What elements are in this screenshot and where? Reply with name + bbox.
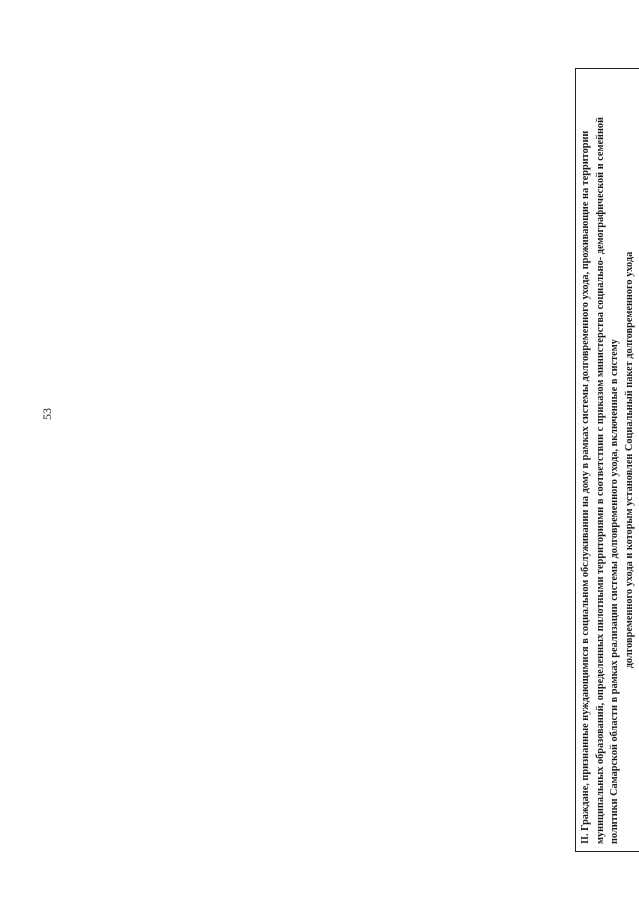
rotated-document-sheet — [575, 68, 639, 852]
page-number: 53 — [40, 408, 54, 420]
section-2-line3: демографической и семейной политики Самарской области в рамках реализации системы долговременного ухода, включенные в систему — [594, 117, 621, 844]
section-2-line4: долговременного ухода и которым установлен Социальный пакет долговременного ухода — [623, 251, 635, 669]
section-2-title — [575, 68, 639, 852]
section-2-line2: территории муниципальных образований, определенных пилотными территориями в соответствии с приказом министерства социально- — [580, 130, 606, 844]
section-2-line1: II. Граждане, признанные нуждающимися в социальном обслуживании на дому в рамках системы долговременного ухода, проживающие на — [580, 187, 591, 844]
